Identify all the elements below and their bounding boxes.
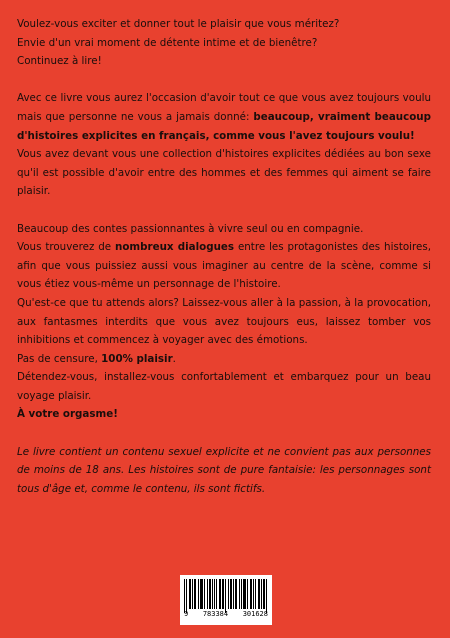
censorship-after: . xyxy=(172,352,176,365)
barcode-bar xyxy=(200,579,201,609)
barcode-bar xyxy=(266,579,267,613)
barcode-bar xyxy=(204,579,205,609)
barcode-bar xyxy=(261,579,262,609)
barcode-bar xyxy=(253,579,254,609)
barcode-bar xyxy=(209,579,210,609)
barcode-bar xyxy=(194,579,195,609)
paragraph-invitation: Qu'est-ce que tu attends alors? Laissez-vous aller à la passion, à la provocation, aux fantasmes interdits que vous avez toujours eus, laissez tomber vos inhibitions et commencez à voyager avec des émotions. xyxy=(17,296,431,347)
offer-highlight: beaucoup, vraiment beaucoup d'histoires explicites en français, comme vous l'avez toujours voulu! xyxy=(17,110,432,142)
paragraph-dialogues xyxy=(17,238,431,294)
offer-text: Avec ce livre vous aurez l'occasion d'avoir tout ce que vous avez toujours voulu mais que personne ne vous a jamais donné: xyxy=(17,92,431,123)
barcode-bar xyxy=(250,579,251,609)
censorship-before: Pas de censure, xyxy=(17,352,102,365)
barcode-bar xyxy=(230,579,231,609)
isbn-barcode xyxy=(180,575,272,625)
back-cover-text xyxy=(17,15,431,498)
barcode-bar xyxy=(239,579,240,609)
dialogues-after: entre les protagonistes des histoires, afin que vous puissiez aussi vous imaginer au centre de la scène, comme si vous étiez vous-même un personnage de l'histoire. xyxy=(17,241,431,291)
barcode-bar xyxy=(184,579,185,613)
barcode-bar xyxy=(222,579,223,609)
barcode-bar xyxy=(255,579,256,609)
barcode-bar xyxy=(233,579,234,609)
barcode-bar xyxy=(236,579,237,609)
barcode-bar xyxy=(259,579,260,609)
barcode-bar xyxy=(225,579,226,613)
barcode-bar xyxy=(247,579,248,609)
barcode-bar xyxy=(192,579,193,609)
barcode-bar xyxy=(244,579,245,609)
barcode-lead-digit: 9 xyxy=(184,610,189,618)
censorship-highlight: 100% plaisir xyxy=(101,352,173,365)
spacer xyxy=(17,424,431,443)
barcode-bar xyxy=(251,579,252,609)
barcode-bar xyxy=(198,579,199,609)
barcode-bar xyxy=(223,579,224,609)
paragraph-offer xyxy=(17,89,431,145)
barcode-bars xyxy=(184,579,268,613)
intro-line-1: Voulez-vous exciter et donner tout le plaisir que vous méritez? xyxy=(17,18,340,30)
barcode-bar xyxy=(212,579,213,609)
barcode-bar xyxy=(216,579,217,609)
barcode-bar xyxy=(241,579,242,609)
barcode-group-1: 783384 xyxy=(202,610,229,618)
dialogues-before: Vous trouverez de xyxy=(17,241,116,254)
paragraph-collection: Vous avez devant vous une collection d'histoires explicites dédiées au bon sexe qu'il est possible d'avoir entre des hommes et des femmes qui aiment se faire plaisir. xyxy=(17,148,431,198)
paragraph-stories: Beaucoup des contes passionnantes à vivre seul ou en compagnie. xyxy=(17,222,364,235)
paragraph-relax: Détendez-vous, installez-vous confortablement et embarquez pour un beau voyage plaisir. xyxy=(17,371,431,402)
barcode-bar xyxy=(219,579,220,609)
barcode-bar xyxy=(214,579,215,609)
barcode-bar xyxy=(201,579,202,609)
paragraph-no-censorship xyxy=(17,350,431,369)
barcode-group-2: 301628 xyxy=(242,610,268,618)
barcode-bar xyxy=(189,579,190,609)
closing-line: À votre orgasme! xyxy=(17,408,118,421)
barcode-bar xyxy=(220,579,221,609)
spacer xyxy=(17,71,431,90)
barcode-bar xyxy=(202,579,203,609)
spacer xyxy=(17,201,431,220)
barcode-bar xyxy=(235,579,236,609)
disclaimer: Le livre contient un contenu sexuel explicite et ne convient pas aux personnes de moins de 18 ans. Les histoires sont de pure fantaisie: les personnages sont tous d'âge et, comme le contenu, ils sont fictifs. xyxy=(17,445,431,495)
barcode-bar xyxy=(258,579,259,609)
barcode-bar xyxy=(195,579,196,609)
barcode-bar xyxy=(243,579,244,609)
barcode-bar xyxy=(231,579,232,609)
barcode-bar xyxy=(186,579,187,613)
barcode-bar xyxy=(190,579,191,609)
barcode-bar xyxy=(263,579,264,609)
barcode-digits xyxy=(180,610,272,619)
barcode-bar xyxy=(228,579,229,609)
barcode-bar xyxy=(207,579,208,609)
barcode-bar xyxy=(245,579,246,609)
barcode-bar xyxy=(264,579,265,609)
intro-line-3: Continuez à lire! xyxy=(17,55,102,68)
intro-line-2: Envie d'un vrai moment de détente intime et de bienêtre? xyxy=(17,36,318,49)
barcode-bar xyxy=(210,579,211,609)
dialogues-highlight: nombreux dialogues xyxy=(115,241,235,254)
